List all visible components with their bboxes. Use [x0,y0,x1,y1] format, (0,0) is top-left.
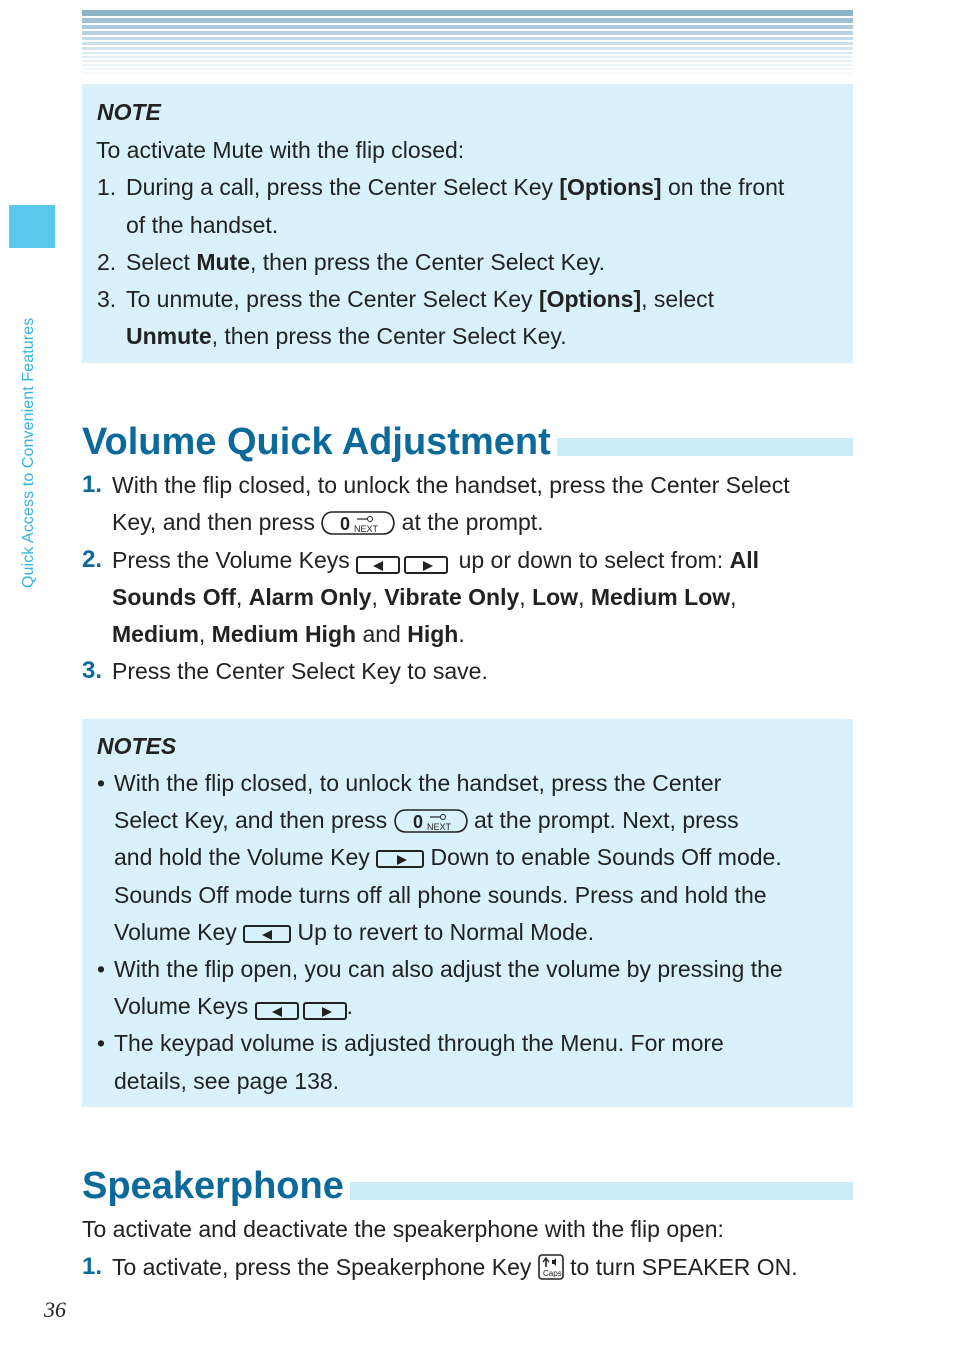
notes-b3-l1: The keypad volume is adjusted through the Menu. For more [114,1030,724,1056]
notes-b3-l2: details, see page 138. [114,1068,340,1094]
volume-keys-icon [255,996,347,1023]
svg-text:NEXT: NEXT [354,524,379,534]
section-heading-volume: Volume Quick Adjustment [82,420,557,464]
svg-text:0: 0 [412,812,423,832]
notes-b2-l1: With the flip open, you can also adjust the volume by pressing the [114,956,783,982]
step-2-line1: Press the Volume Keys up or down to select from: All [112,547,759,577]
notes-b1-l5: Volume Key Up to revert to Normal Mode. [114,919,595,945]
volume-down-key-icon [376,850,424,868]
note-item-number: 3. [97,286,117,312]
bullet: • [97,770,106,796]
notes-b1-l4: Sounds Off mode turns off all phone sounds. Press and hold the [114,882,767,908]
note-item-number: 1. [97,174,117,200]
volume-down-key-icon [303,1002,347,1020]
notes-b1-l3: and hold the Volume Key Down to enable Sounds Off mode. [114,844,782,870]
zero-next-key-icon [321,511,395,535]
volume-down-key-icon [404,556,448,574]
notes-b1-l2: Select Key, and then press 0 NEXT at the prompt. Next, press [114,807,739,833]
step-number: 1. [82,471,103,498]
note-item-2: Select Mute, then press the Center Select Key. [126,249,605,275]
step-2-line2: Sounds Off, Alarm Only, Vibrate Only, Low, Medium Low, [112,584,737,610]
note-intro: To activate Mute with the flip closed: [96,137,465,163]
bullet: • [97,956,106,982]
step-number: 1. [82,1253,103,1280]
note-item-1-line1: During a call, press the Center Select Key [Options] on the front [126,174,785,200]
notes-b2-l2: Volume Keys . [114,993,353,1023]
note-item-3-line1: To unmute, press the Center Select Key [Options], select [126,286,715,312]
note-title: NOTE [97,99,161,125]
svg-text:Caps: Caps [542,1269,562,1278]
header-stripes [82,10,853,78]
notes-b1-l1: With the flip closed, to unlock the handset, press the Center [114,770,722,796]
section-heading-speakerphone: Speakerphone [82,1164,350,1208]
note-item-1-line2: of the handset. [126,212,279,238]
step-1-line1: With the flip closed, to unlock the handset, press the Center Select [112,472,790,498]
volume-up-key-icon [243,925,291,943]
svg-text:0: 0 [340,514,351,534]
step-2-line3: Medium, Medium High and High. [112,621,465,647]
volume-up-key-icon [255,1002,299,1020]
step-1-line2: Key, and then press 0 NEXT at the prompt. [112,509,544,535]
step-number: 2. [82,546,103,573]
chapter-side-label: Quick Access to Convenient Features [20,317,37,588]
page-number: 36 [44,1297,66,1322]
volume-keys-icon [356,550,452,577]
step-number: 3. [82,657,103,684]
note-item-number: 2. [97,249,117,275]
speakerphone-key-icon [538,1254,564,1280]
speaker-intro: To activate and deactivate the speakerphone with the flip open: [82,1216,724,1242]
svg-text:NEXT: NEXT [426,822,451,832]
chapter-tab [9,205,55,248]
volume-up-key-icon [356,556,400,574]
bullet: • [97,1030,106,1056]
speaker-step-1: To activate, press the Speakerphone Key Caps to turn SPEAKER ON. [112,1254,798,1280]
step-3: Press the Center Select Key to save. [112,658,488,684]
note-item-3-line2: Unmute, then press the Center Select Key. [126,323,567,349]
zero-next-key-icon [394,809,468,833]
notes-title: NOTES [97,733,177,759]
